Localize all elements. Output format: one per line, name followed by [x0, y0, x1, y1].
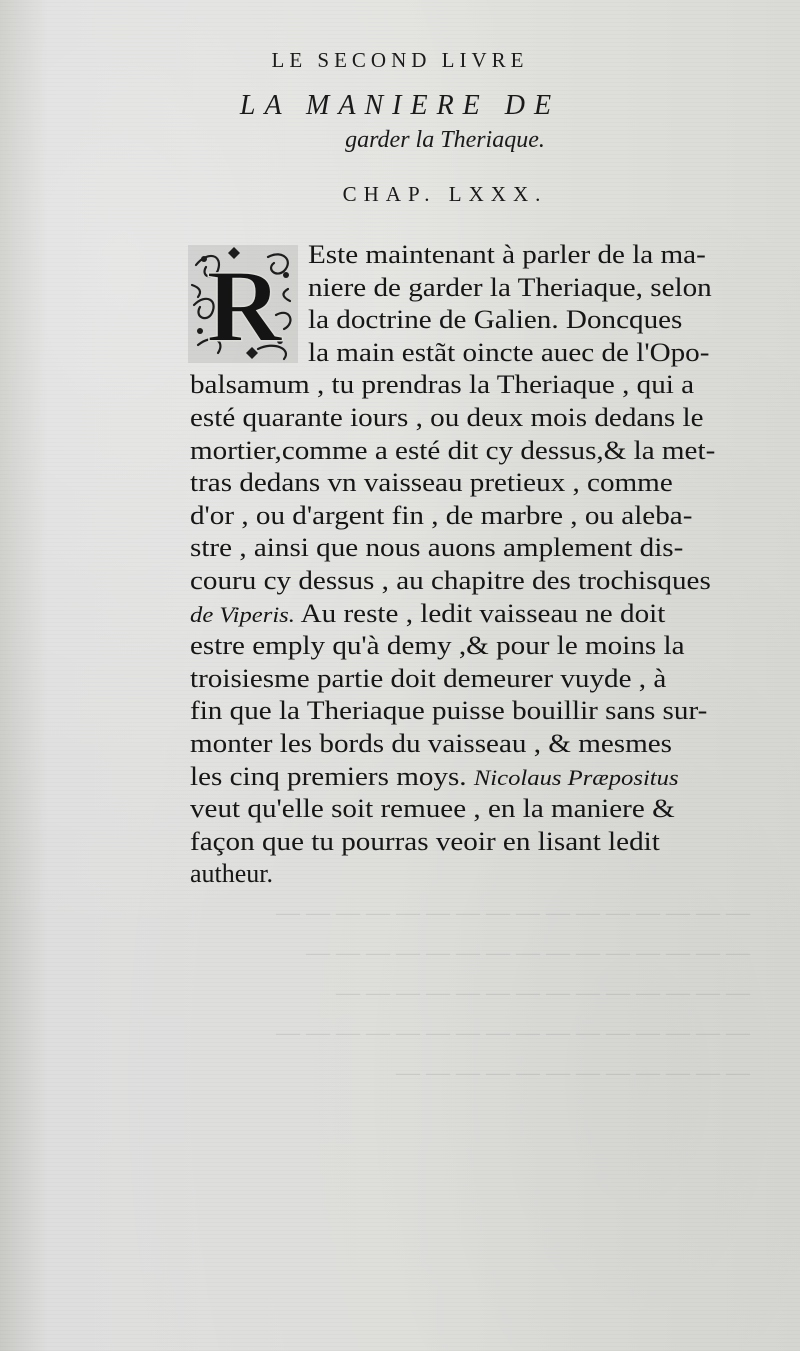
chapter-subtitle: garder la Theriaque.	[345, 127, 545, 153]
text-line	[190, 731, 672, 757]
text-line	[190, 568, 711, 594]
chapter-number: CHAP. LXXX.	[342, 182, 548, 206]
text-line	[190, 470, 673, 496]
text-run: de Viperis.	[190, 602, 295, 627]
show-through-text: — — — — — — — — — — — — — —	[336, 980, 750, 1006]
decorated-initial-image	[188, 245, 298, 363]
text-run: Este maintenant à parler de la ma-	[308, 240, 706, 269]
text-run: façon que tu pourras veoir en lisant ledit	[190, 827, 660, 856]
text-line	[308, 307, 682, 333]
text-run: tras dedans vn vaisseau pretieux , comme	[190, 468, 673, 497]
drop-cap-letter: R	[206, 249, 282, 363]
text-run: veut qu'elle soit remuee , en la maniere &	[190, 794, 675, 823]
text-run: autheur.	[190, 859, 274, 888]
text-run: Nicolaus Præpositus	[473, 765, 679, 790]
text-run: niere de garder la Theriaque, selon	[308, 273, 712, 302]
text-line	[190, 535, 683, 561]
text-line	[190, 764, 679, 790]
show-through-text: — — — — — — — — — — — — — — —	[306, 940, 750, 966]
text-line	[190, 405, 704, 431]
text-line	[190, 796, 675, 822]
text-run: les cinq premiers moys.	[190, 762, 474, 791]
text-run: la doctrine de Galien. Doncques	[308, 305, 683, 334]
text-line	[190, 503, 692, 529]
text-line	[190, 633, 685, 659]
text-line	[308, 275, 712, 301]
text-run: monter les bords du vaisseau , & mesmes	[190, 729, 673, 758]
text-line	[190, 829, 660, 855]
text-run: Au reste , ledit vaisseau ne doit	[294, 599, 666, 628]
text-run: mortier,comme a esté dit cy dessus,& la met-	[190, 436, 716, 465]
show-through-text: — — — — — — — — — — — — — — — —	[276, 900, 750, 926]
text-run: couru cy dessus , au chapitre des trochisques	[190, 566, 711, 595]
text-run: la main estãt oincte auec de l'Opo-	[308, 338, 710, 367]
decorated-initial	[188, 245, 298, 363]
text-line	[190, 372, 694, 398]
show-through-text: — — — — — — — — — — — — — — — —	[276, 1020, 750, 1046]
chapter-title: LA MANIERE DE	[239, 90, 561, 121]
text-line	[308, 242, 706, 268]
text-run: balsamum , tu prendras la Theriaque , qui a	[190, 370, 695, 399]
text-line	[190, 601, 665, 627]
text-line	[190, 438, 715, 464]
text-run: fin que la Theriaque puisse bouillir sans sur-	[190, 696, 708, 725]
text-line	[190, 698, 707, 724]
running-head: LE SECOND LIVRE	[271, 48, 529, 72]
text-run: d'or , ou d'argent fin , de marbre , ou aleba-	[190, 501, 693, 530]
text-line	[190, 666, 666, 692]
text-run: troisiesme partie doit demeurer vuyde , à	[190, 664, 667, 693]
text-run: stre , ainsi que nous auons amplement dis-	[190, 533, 684, 562]
text-run: esté quarante iours , ou deux mois dedans le	[190, 403, 704, 432]
show-through-text: — — — — — — — — — — — —	[396, 1060, 750, 1086]
text-line	[308, 340, 709, 366]
text-line	[190, 861, 273, 887]
text-run: estre emply qu'à demy ,& pour le moins la	[190, 631, 685, 660]
